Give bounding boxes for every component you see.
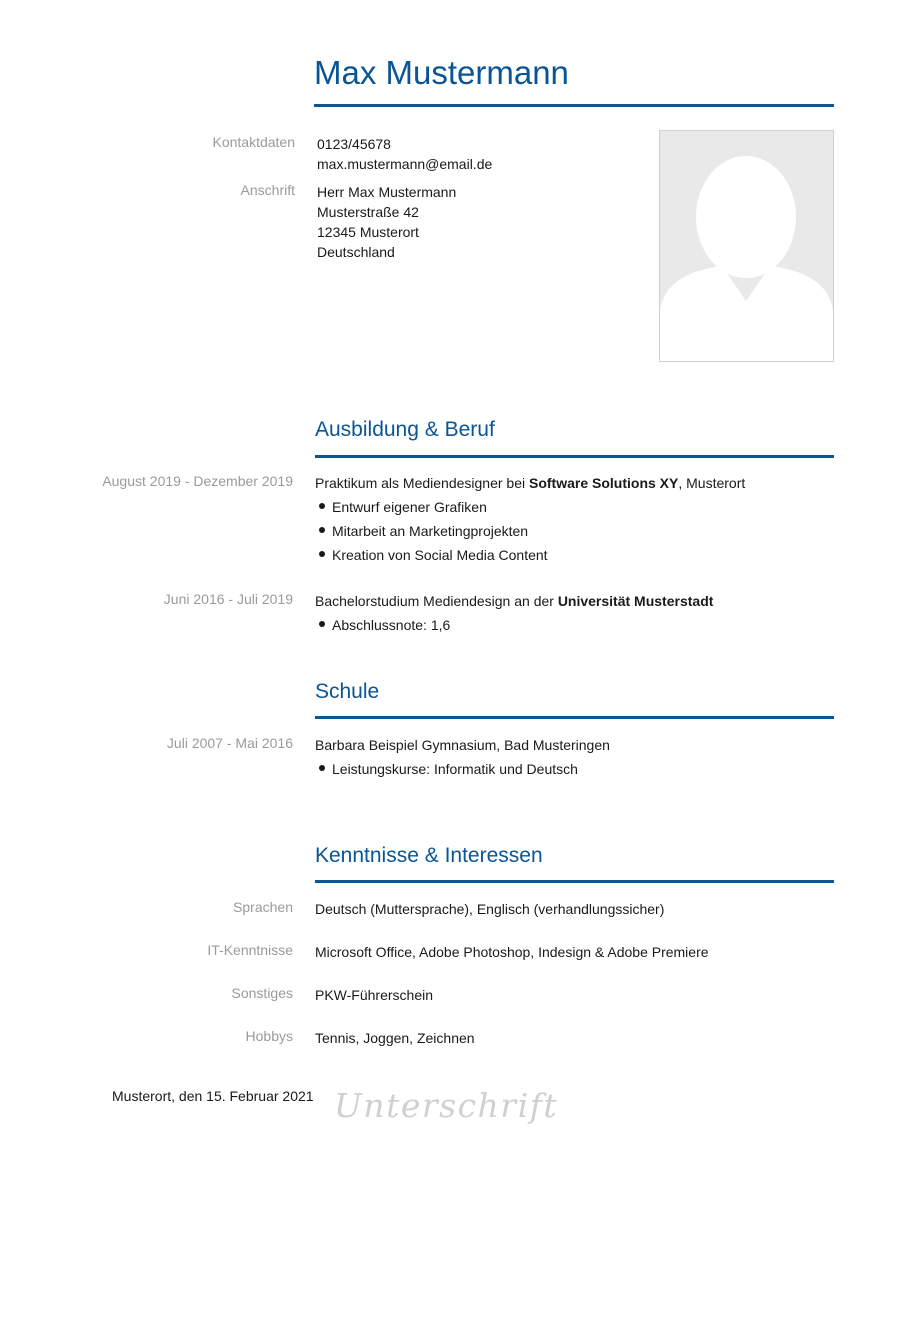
section-title-school: Schule [315,680,380,703]
entry-period: Juni 2016 - Juli 2019 [163,591,293,607]
entry-period: Juli 2007 - Mai 2016 [166,735,293,751]
entry-title: Bachelorstudium Mediendesign an der Universität Musterstadt [315,593,714,609]
phone-number: 0123/45678 [317,136,391,152]
section-title-education: Ausbildung & Beruf [315,418,495,441]
entry-title: Barbara Beispiel Gymnasium, Bad Musteringen [315,737,610,753]
entry-period: August 2019 - Dezember 2019 [102,473,293,489]
section-divider [315,455,834,458]
list-item: Leistungskurse: Informatik und Deutsch [315,757,578,781]
skill-value: Tennis, Joggen, Zeichnen [315,1030,475,1046]
entry-bullets [315,757,578,781]
skill-value: PKW-Führerschein [315,987,434,1003]
address-line: 12345 Musterort [317,224,419,240]
skill-label: Sprachen [233,899,293,915]
list-item: Mitarbeit an Marketingprojekten [315,519,548,543]
profile-placeholder-icon [660,131,833,361]
address-block [317,182,456,262]
skill-label: IT-Kenntnisse [207,942,293,958]
address-label: Anschrift [240,182,295,198]
entry-bullets [315,613,450,637]
signature: Unterschrift [334,1086,559,1125]
address-line: Musterstraße 42 [317,204,419,220]
section-divider [315,880,834,883]
place-date: Musterort, den 15. Februar 2021 [112,1088,314,1104]
contact-label: Kontaktdaten [212,134,295,150]
company-name: Software Solutions XY [529,475,679,491]
skill-value: Microsoft Office, Adobe Photoshop, Indesign & Adobe Premiere [315,944,709,960]
entry-title: Praktikum als Mediendesigner bei Software Solutions XY, Musterort [315,475,746,491]
profile-photo [659,130,834,362]
address-line: Herr Max Mustermann [317,184,457,200]
list-item: Abschlussnote: 1,6 [315,613,450,637]
page-title: Max Mustermann [314,54,569,91]
address-line: Deutschland [317,244,395,260]
skill-label: Sonstiges [231,985,293,1001]
title-divider [314,104,834,107]
section-divider [315,716,834,719]
entry-bullets [315,495,548,567]
email-address: max.mustermann@email.de [317,156,493,172]
university-name: Universität Musterstadt [557,593,714,609]
skill-value: Deutsch (Muttersprache), Englisch (verhandlungssicher) [315,901,665,917]
list-item: Entwurf eigener Grafiken [315,495,548,519]
skill-label: Hobbys [245,1028,293,1044]
list-item: Kreation von Social Media Content [315,543,548,567]
section-title-skills: Kenntnisse & Interessen [315,844,543,867]
